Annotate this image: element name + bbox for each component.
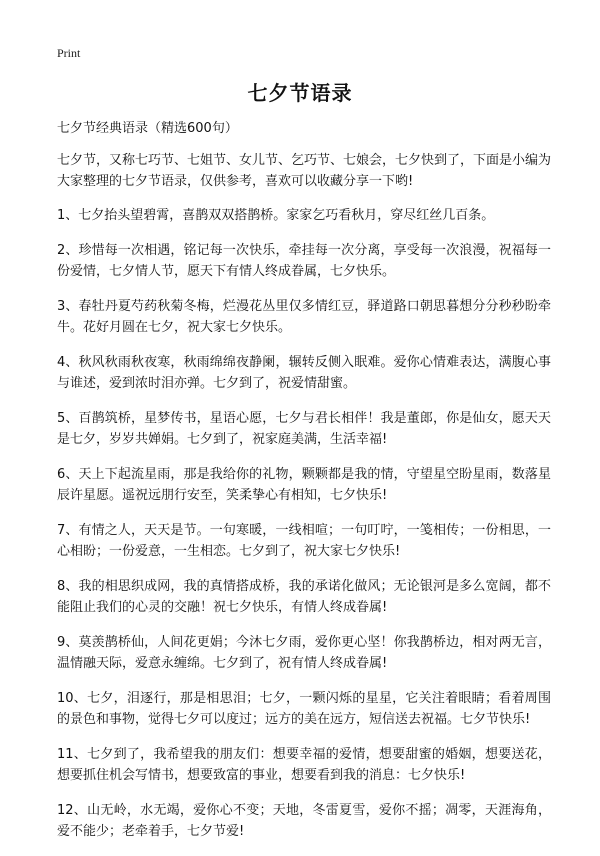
quote-paragraph: 11、七夕到了，我希望我的朋友们：想要幸福的爱情，想要甜蜜的婚姻，想要送花，想要抓住机会写情书，想要致富的事业，想要看到我的消息：七夕快乐! [57, 747, 551, 783]
intro-paragraph: 七夕节，又称七巧节、七姐节、女儿节、乞巧节、七娘会，七夕快到了，下面是小编为大家整理的七夕节语录，仅供参考，喜欢可以收藏分享一下哟! [57, 153, 552, 189]
quote-paragraph: 4、秋风秋雨秋夜寒，秋雨绵绵夜静阑，辗转反侧入眠难。爱你心情难表达，满腹心事与谁述，爱到浓时泪亦弹。七夕到了，祝爱情甜蜜。 [57, 355, 551, 391]
quote-paragraph: 12、山无岭，水无竭，爱你心不变；天地，冬雷夏雪，爱你不摇；凋零，天涯海角，爱不能少；老牵着手，七夕节爱! [57, 803, 551, 839]
document-subtitle: 七夕节经典语录（精选600句） [57, 121, 238, 136]
quote-paragraph: 2、珍惜每一次相遇，铭记每一次快乐，牵挂每一次分离，享受每一次浪漫，祝福每一份爱情，七夕情人节，愿天下有情人终成眷属，七夕快乐。 [57, 243, 551, 279]
print-link[interactable]: Print [57, 46, 81, 60]
quote-paragraph: 8、我的相思织成网，我的真情搭成桥，我的承诺化做风；无论银河是多么宽阔，都不能阻止我们的心灵的交融！祝七夕快乐，有情人终成眷属! [57, 579, 551, 615]
document-body [57, 118, 551, 856]
quote-paragraph: 3、春牡丹夏芍药秋菊冬梅，烂漫花丛里仅多情红豆，驿道路口朝思暮想分分秒秒盼牵牛。花好月圆在七夕，祝大家七夕快乐。 [57, 299, 551, 335]
quote-paragraph: 6、天上下起流星雨，那是我给你的礼物，颗颗都是我的情，守望星空盼星雨，数落星辰许星愿。遥祝远朋行安至，笑柔挚心有相知，七夕快乐! [57, 467, 551, 503]
document-title: 七夕节语录 [247, 81, 353, 105]
quote-paragraph: 1、七夕抬头望碧霄，喜鹊双双搭鹊桥。家家乞巧看秋月，穿尽红丝几百条。 [57, 208, 495, 223]
quote-paragraph: 9、莫羡鹊桥仙，人间花更娟；今沐七夕雨，爱你更心坚！你我鹊桥边，相对两无言，温情融天际，爱意永缠绵。七夕到了，祝有情人终成眷属! [57, 635, 551, 671]
quote-paragraph: 10、七夕，泪逐行，那是相思泪；七夕，一颗闪烁的星星，它关注着眼睛；看着周围的景色和事物，觉得七夕可以度过；远方的美在远方，短信送去祝福。七夕节快乐! [57, 691, 551, 727]
quote-paragraph: 7、有情之人，天天是节。一句寒暖，一线相喧；一句叮咛，一笺相传；一份相思，一心相盼；一份爱意，一生相恋。七夕到了，祝大家七夕快乐! [57, 523, 551, 559]
quote-paragraph: 5、百鹊筑桥，星梦传书，星语心愿，七夕与君长相伴！我是董郎，你是仙女，愿天天是七夕，岁岁共婵娟。七夕到了，祝家庭美满，生活幸福! [57, 411, 551, 447]
